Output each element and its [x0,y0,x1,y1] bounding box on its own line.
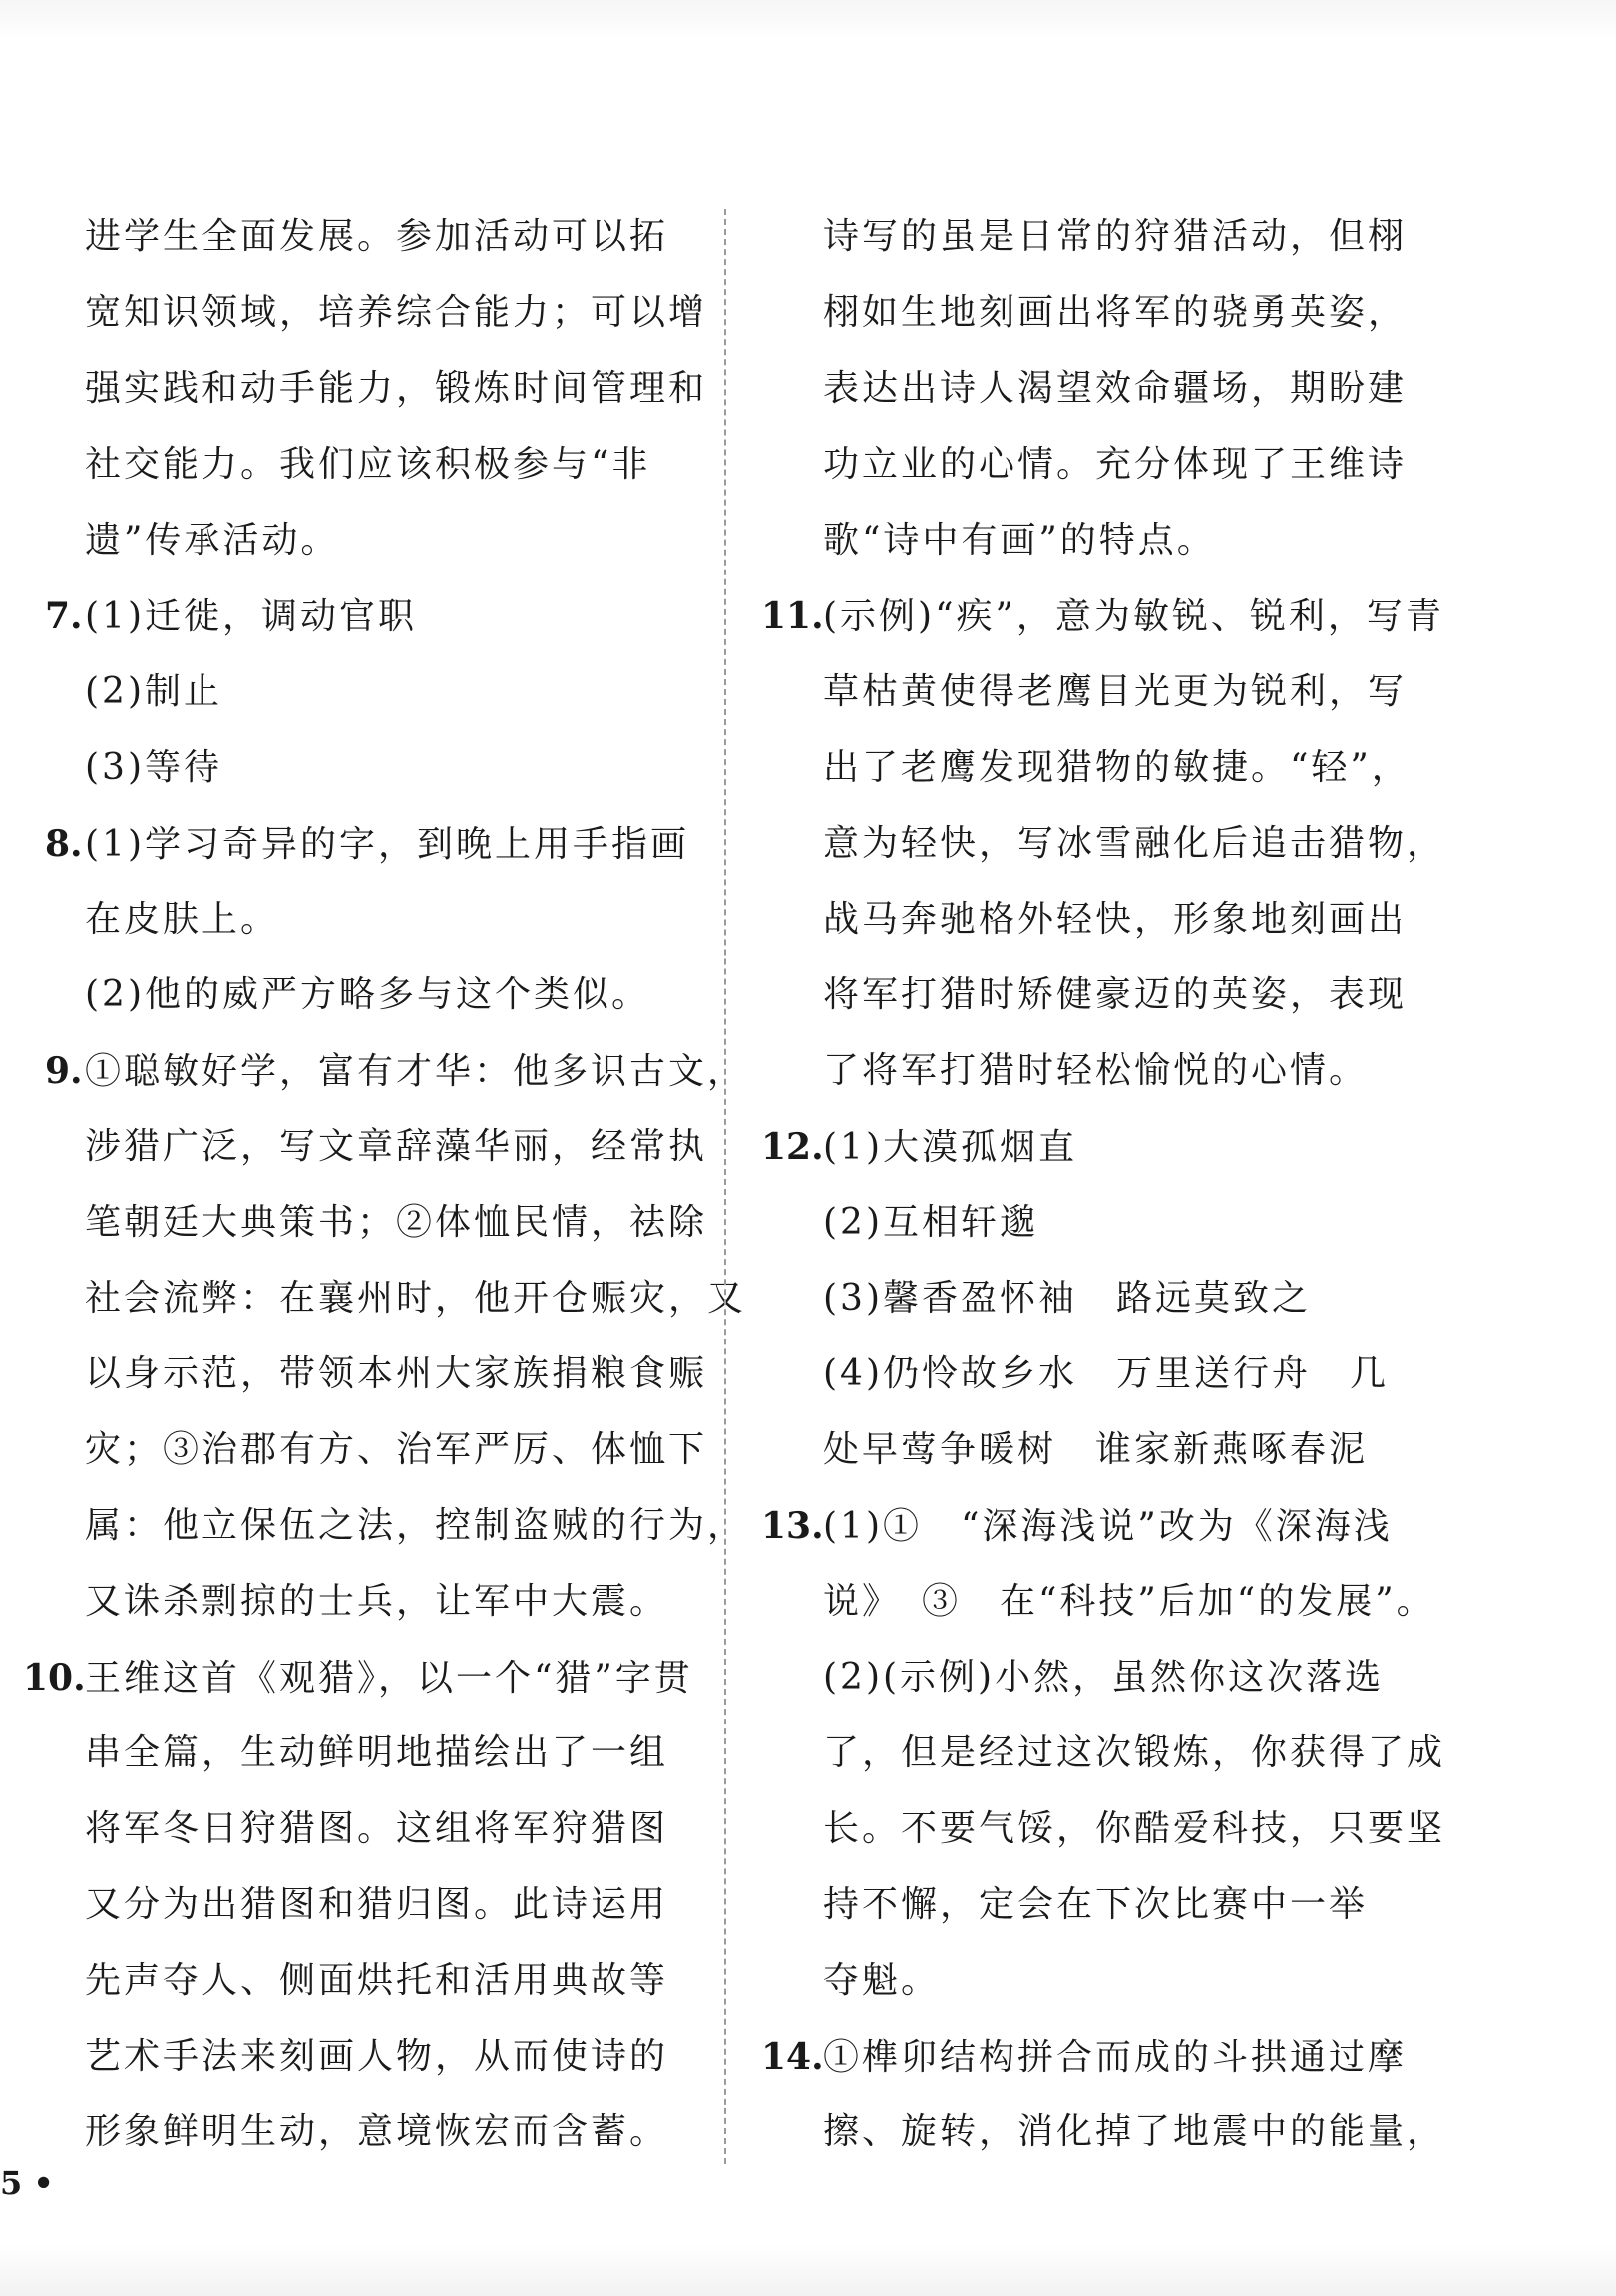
line-text: 栩如生地刻画出将军的骁勇英姿， [823,292,1408,333]
line-text: 又诛杀剽掠的士兵，让军中大震。 [85,1581,669,1622]
line-text: 了，但是经过这次锻炼，你获得了成 [823,1732,1446,1773]
line-text: (4)仍怜故乡水 万里送行舟 几 [823,1353,1389,1394]
text-line [45,654,693,730]
left-column [23,199,747,2170]
line-text: 将军打猎时矫健豪迈的英姿，表现 [823,974,1408,1015]
text-line [783,730,1441,806]
text-line [783,1791,1446,1867]
text-line [45,1867,693,1943]
text-line [45,1716,693,1791]
text-line [761,1488,1441,1564]
line-text: 艺术手法来刻画人物，从而使诗的 [85,2036,669,2077]
line-text: (3)等待 [85,747,222,788]
line-text: 社交能力。我们应该积极参与“非 [85,444,651,485]
text-line [761,1109,1441,1185]
text-line [783,1337,1441,1412]
line-text: 社会流弊：在襄州时，他开仓赈灾，又 [85,1278,747,1319]
column-divider [724,209,726,2164]
text-line [45,957,693,1033]
line-text: 说》 ③ 在“科技”后加“的发展”。 [823,1581,1435,1622]
line-text: 强实践和动手能力，锻炼时间管理和 [85,368,708,409]
text-line [45,503,693,578]
line-text: (3)馨香盈怀袖 路远莫致之 [823,1278,1311,1319]
text-line [783,427,1441,503]
question-number: 14. [761,2036,824,2078]
line-text: (1)① “深海浅说”改为《深海浅 [823,1506,1393,1547]
question-number: 9. [45,1050,83,1092]
line-text: 遗”传承活动。 [85,520,340,561]
text-line [783,503,1441,578]
text-line [783,882,1441,957]
text-line [45,1564,693,1640]
line-text: (2)制止 [85,671,222,712]
line-text: 持不懈，定会在下次比赛中一举 [823,1884,1369,1925]
line-text: 属：他立保伍之法，控制盗贼的行为， [85,1505,747,1546]
line-text: 歌“诗中有画”的特点。 [823,520,1216,561]
text-line [783,1185,1441,1261]
text-line [45,882,693,957]
line-text: 擦、旋转，消化掉了地震中的能量， [823,2111,1446,2152]
line-text: 夺魁。 [823,1960,941,2001]
text-line [45,806,693,882]
line-text: 笔朝廷大典策书；②体恤民情，祛除 [85,1202,708,1243]
text-line [783,1640,1441,1716]
text-line [783,2095,1446,2170]
text-line [783,1716,1446,1791]
text-line [45,1185,708,1261]
text-line [45,199,693,275]
line-text: 宽知识领域，培养综合能力；可以增 [85,292,708,333]
text-line [783,1867,1441,1943]
line-text: 形象鲜明生动，意境恢宏而含蓄。 [85,2111,669,2152]
text-line [45,1261,747,1337]
line-text: 长。不要气馁，你酷爱科技，只要坚 [823,1808,1446,1849]
text-line [45,1337,708,1412]
text-line [783,1412,1441,1488]
line-text: (1)学习奇异的字，到晚上用手指画 [85,824,689,865]
line-text: (2)互相轩邈 [823,1202,1038,1243]
line-text: (2)(示例)小然，虽然你这次落选 [823,1657,1385,1698]
line-text: 串全篇，生动鲜明地描绘出了一组 [85,1732,669,1773]
line-text: (2)他的威严方略多与这个类似。 [85,974,650,1015]
text-line [783,1261,1441,1337]
line-text: ①聪敏好学，富有才华：他多识古文， [85,1051,747,1092]
question-number: 7. [45,595,83,637]
question-number: 13. [761,1505,824,1547]
line-text: 了将军打猎时轻松愉悦的心情。 [823,1050,1369,1091]
text-line [45,1488,747,1564]
line-text: 涉猎广泛，写文章辞藻华丽，经常执 [85,1126,708,1167]
text-line [761,2019,1441,2095]
page-number: 5 • [0,2164,54,2202]
line-text: 灾；③治郡有方、治军严厉、体恤下 [85,1429,708,1470]
text-line [761,578,1444,654]
line-text: 出了老鹰发现猎物的敏捷。“轻”， [823,747,1411,788]
text-line [45,1791,693,1867]
line-text: 王维这首《观猎》，以一个“猎”字贯 [85,1658,693,1699]
text-line [45,1412,708,1488]
text-line [45,2019,693,2095]
line-text: 进学生全面发展。参加活动可以拓 [85,216,669,257]
line-text: 意为轻快，写冰雪融化后追击猎物， [823,823,1446,864]
right-column [761,199,1446,2170]
text-line [45,1109,708,1185]
text-line [783,199,1441,275]
line-text: 又分为出猎图和猎归图。此诗运用 [85,1884,669,1925]
line-text: 处早莺争暖树 谁家新燕啄春泥 [823,1429,1369,1470]
line-text: 战马奔驰格外轻快，形象地刻画出 [823,899,1408,940]
text-line [783,1033,1441,1109]
question-number: 12. [761,1126,824,1168]
text-line [45,1033,747,1109]
text-line [783,275,1441,351]
text-line [783,957,1441,1033]
line-text: 草枯黄使得老鹰目光更为锐利，写 [823,671,1408,712]
question-number: 10. [23,1657,86,1699]
text-line [45,730,693,806]
line-text: 诗写的虽是日常的狩猎活动，但栩 [823,216,1408,257]
text-line [45,275,708,351]
text-line [783,1564,1441,1640]
text-line [783,654,1441,730]
line-text: (示例)“疾”，意为敏锐、锐利，写青 [823,596,1444,637]
text-line [45,2095,693,2170]
line-text: (1)迁徙，调动官职 [85,596,417,637]
line-text: 先声夺人、侧面烘托和活用典故等 [85,1960,669,2001]
text-line [783,351,1441,427]
text-line [45,578,693,654]
line-text: 表达出诗人渴望效命疆场，期盼建 [823,368,1408,409]
text-line [45,427,693,503]
question-number: 11. [761,595,824,637]
line-text: (1)大漠孤烟直 [823,1127,1077,1168]
line-text: 功立业的心情。充分体现了王维诗 [823,444,1408,485]
text-line [783,1943,1441,2019]
line-text: 以身示范，带领本州大家族捐粮食赈 [85,1353,708,1394]
line-text: 将军冬日狩猎图。这组将军狩猎图 [85,1808,669,1849]
text-line [23,1640,693,1716]
question-number: 8. [45,823,83,865]
line-text: 在皮肤上。 [85,899,280,940]
text-line [45,1943,693,2019]
text-line [45,351,708,427]
line-text: ①榫卯结构拼合而成的斗拱通过摩 [823,2037,1408,2078]
text-line [783,806,1446,882]
